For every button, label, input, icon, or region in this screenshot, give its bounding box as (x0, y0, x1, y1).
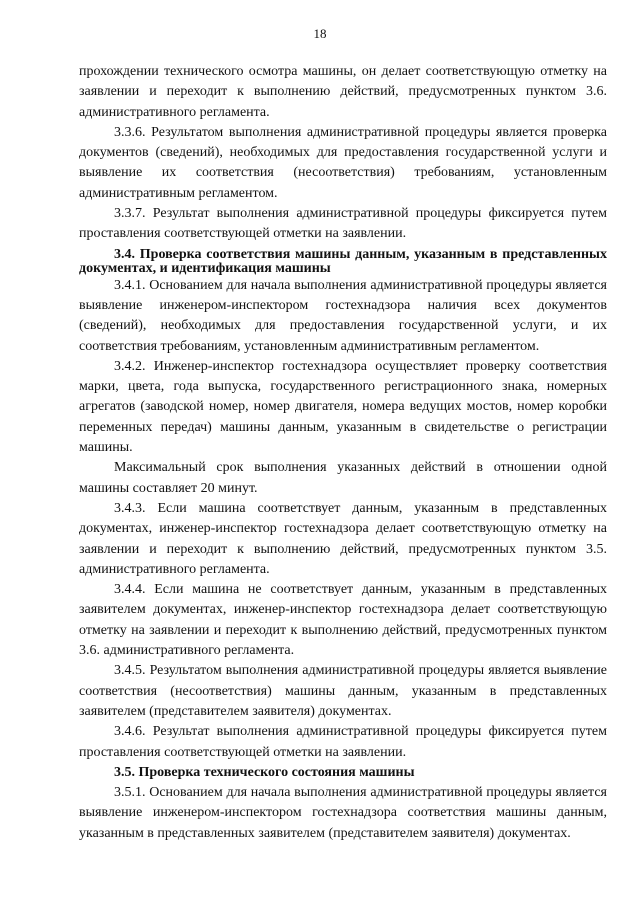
document-body (79, 62, 607, 844)
page-number: 18 (313, 26, 327, 41)
paragraph-3-4-5: 3.4.5. Результатом выполнения административной процедуры является выявление соответствия (несоответствия) машины данным, указанным в представленных заявителем (представителем заявителя) документах. (79, 663, 607, 719)
paragraph-3-4-4: 3.4.4. Если машина не соответствует данным, указанным в представленных заявителем документах, инженер-инспектор гостехнадзора делает соответствующую отметку на заявлении и переходит к выполнению действий, предусмотренных пунктом 3.6. административного регламента. (79, 582, 607, 659)
section-heading-3-4: 3.4. Проверка соответствия машины данным, указанным в представленных документах, и идентификация машины (79, 246, 607, 276)
section-heading-3-5: 3.5. Проверка технического состояния машины (114, 764, 415, 780)
paragraph-3-3-7: 3.3.7. Результат выполнения административной процедуры фиксируется путем проставления соответствующей отметки на заявлении. (79, 206, 607, 242)
paragraph-3-4-6: 3.4.6. Результат выполнения административной процедуры фиксируется путем проставления соответствующей отметки на заявлении. (79, 724, 607, 760)
paragraph-3-4-1: 3.4.1. Основанием для начала выполнения административной процедуры является выявление инженером-инспектором гостехнадзора наличия всех документов (сведений), необходимых для предоставления государственной услуги, и их соответствия требованиям, установленным административным регламентом. (79, 277, 607, 354)
paragraph-max-time: Максимальный срок выполнения указанных действий в отношении одной машины составляет 20 минут. (79, 460, 607, 496)
paragraph-3-4-2: 3.4.2. Инженер-инспектор гостехнадзора осуществляет проверку соответствия марки, цвета, года выпуска, государственного регистрационного знака, номерных агрегатов (заводской номер, номер двигателя, номера ведущих мостов, номер коробки переменных передач) машины данным, указанным в свидетельстве о регистрации машины. (79, 358, 607, 456)
paragraph-3-5-1: 3.5.1. Основанием для начала выполнения административной процедуры является выявление инженером-инспектором гостехнадзора соответствия машины данным, указанным в представленных заявителем (представителем заявителя) документах. (79, 785, 607, 841)
paragraph-3-4-3: 3.4.3. Если машина соответствует данным, указанным в представленных документах, инженер-инспектор гостехнадзора делает соответствующую отметку на заявлении и переходит к выполнению действий, предусмотренных пунктом 3.5. административного регламента. (79, 500, 607, 577)
paragraph-3-3-6: 3.3.6. Результатом выполнения административной процедуры является проверка документов (сведений), необходимых для предоставления государственной услуги и выявление их соответствия (несоответствия) требованиям, установленным административным регламентом. (79, 124, 607, 201)
paragraph-continuation: прохождении технического осмотра машины, он делает соответствующую отметку на заявлении и переходит к выполнению действий, предусмотренных пунктом 3.6. административного регламента. (79, 64, 607, 120)
